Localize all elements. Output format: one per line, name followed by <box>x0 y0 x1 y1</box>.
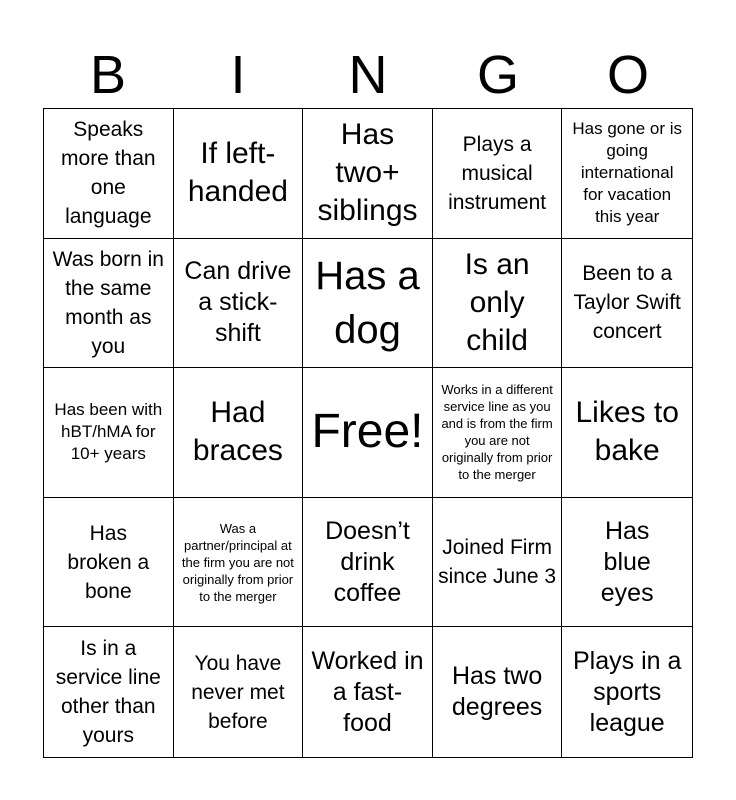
bingo-cell-r1c2[interactable] <box>174 109 304 239</box>
cell-label: Has gone or is going international for vacation this year <box>572 119 682 227</box>
cell-label: Has been with hBT/hMA for 10+ years <box>54 400 163 464</box>
cell-label: Has two degrees <box>451 662 543 722</box>
cell-label: Is in a service line other than yours <box>55 637 161 748</box>
cell-label: Plays in a sports league <box>572 646 682 737</box>
bingo-header <box>43 42 693 108</box>
bingo-cell-r2c3[interactable] <box>303 239 433 369</box>
cell-label: Has a dog <box>315 253 420 352</box>
bingo-cell-r1c1[interactable] <box>44 109 174 239</box>
cell-label: You have never met before <box>191 651 285 733</box>
bingo-cell-r2c2[interactable] <box>174 239 304 369</box>
bingo-cell-r5c1[interactable] <box>44 627 174 757</box>
free-space-label: Free! <box>311 405 424 459</box>
cell-label: Is an only child <box>464 247 530 357</box>
cell-label: Has two+ siblings <box>317 118 418 228</box>
bingo-cell-r3c4[interactable] <box>433 368 563 498</box>
bingo-cell-r4c2[interactable] <box>174 498 304 628</box>
cell-label: Worked in a fast-food <box>311 646 424 737</box>
header-letter-o: O <box>606 45 649 105</box>
bingo-cell-r5c4[interactable] <box>433 627 563 757</box>
cell-label: Doesn’t drink coffee <box>325 516 410 607</box>
cell-label: Speaks more than one language <box>61 118 156 229</box>
cell-label: Has broken a bone <box>67 521 150 603</box>
bingo-grid <box>43 108 693 758</box>
header-letter-i: I <box>230 45 246 105</box>
bingo-cell-r1c3[interactable] <box>303 109 433 239</box>
bingo-cell-free[interactable] <box>303 368 433 498</box>
bingo-cell-r3c2[interactable] <box>174 368 304 498</box>
bingo-cell-r3c1[interactable] <box>44 368 174 498</box>
bingo-cell-r4c1[interactable] <box>44 498 174 628</box>
cell-label: Plays a musical instrument <box>448 132 547 214</box>
cell-label: Was born in the same month as you <box>52 247 164 358</box>
cell-label: Had braces <box>192 396 283 468</box>
bingo-cell-r2c4[interactable] <box>433 239 563 369</box>
bingo-cell-r4c3[interactable] <box>303 498 433 628</box>
bingo-cell-r2c5[interactable] <box>562 239 692 369</box>
bingo-cell-r2c1[interactable] <box>44 239 174 369</box>
header-letter-n: N <box>348 45 388 105</box>
bingo-cell-r5c3[interactable] <box>303 627 433 757</box>
cell-label: Can drive a stick-shift <box>184 257 292 348</box>
cell-label: Been to a Taylor Swift concert <box>573 262 681 344</box>
bingo-cell-r4c4[interactable] <box>433 498 563 628</box>
bingo-cell-r5c2[interactable] <box>174 627 304 757</box>
bingo-cell-r1c4[interactable] <box>433 109 563 239</box>
cell-label: Likes to bake <box>575 396 679 468</box>
cell-label: If left-handed <box>187 137 288 209</box>
bingo-cell-r3c5[interactable] <box>562 368 692 498</box>
cell-label: Has blue eyes <box>600 516 654 607</box>
cell-label: Works in a different service line as you and is from the firm you are not originally from prior to the merger <box>441 382 553 483</box>
bingo-cell-r4c5[interactable] <box>562 498 692 628</box>
cell-label: Joined Firm since June 3 <box>438 536 557 589</box>
bingo-cell-r1c5[interactable] <box>562 109 692 239</box>
cell-label: Was a partner/principal at the firm you are not originally from prior to the merger <box>181 520 294 604</box>
header-letter-b: B <box>89 45 127 105</box>
header-letter-g: G <box>476 45 519 105</box>
bingo-cell-r5c5[interactable] <box>562 627 692 757</box>
